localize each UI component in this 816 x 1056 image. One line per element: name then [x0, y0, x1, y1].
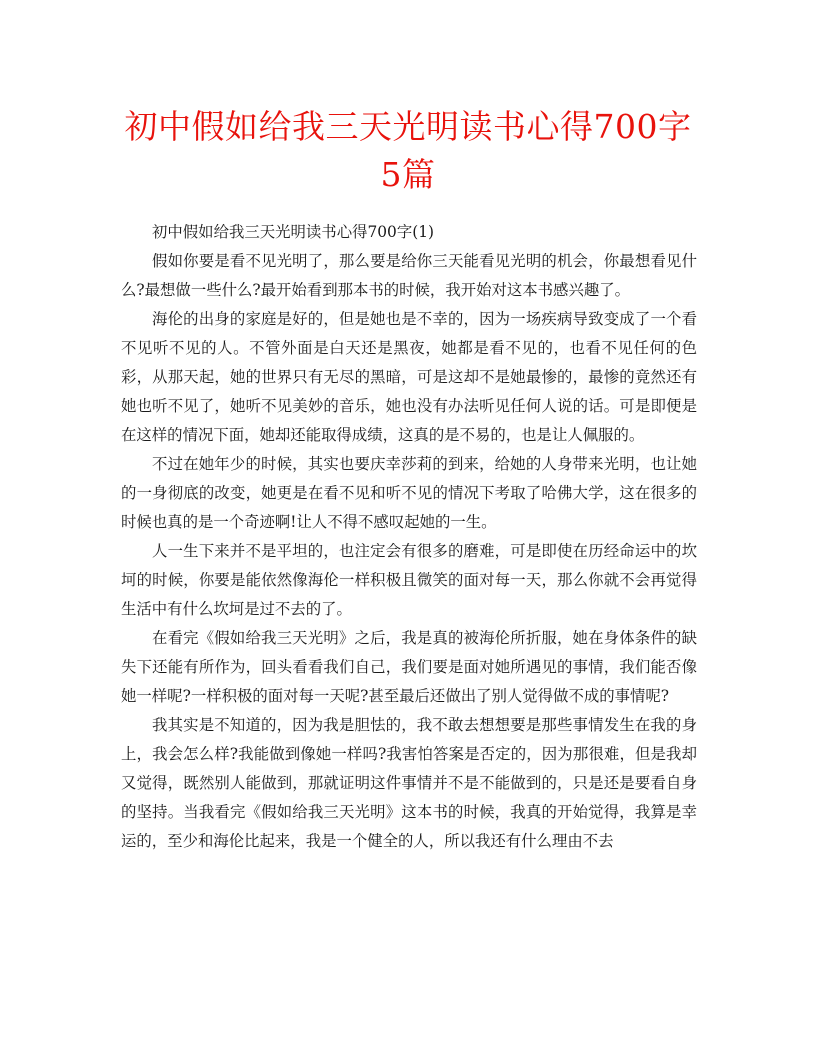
- paragraph: 假如你要是看不见光明了，那么要是给你三天能看见光明的机会，你最想看见什么?最想做一些什么?最开始看到那本书的时候，我开始对这本书感兴趣了。: [121, 252, 697, 299]
- document-title-line-1: 初中假如给我三天光明读书心得700字: [124, 107, 692, 146]
- paragraph: 我其实是不知道的，因为我是胆怯的，我不敢去想想要是那些事情发生在我的身上，我会怎么样?我能做到像她一样吗?我害怕答案是否定的，因为那很难，但是我却又觉得，既然别人能做到，那就证明这件事情并不是不能做到的，只是还是要看自身的坚持。当我看完《假如给我三天光明》这本书的时候，我真的开始觉得，我算是幸运的，至少和海伦比起来，我是一个健全的人，所以我还有什么理由不去: [121, 716, 697, 850]
- document-subtitle: 初中假如给我三天光明读书心得700字(1): [152, 223, 435, 241]
- paragraph: 在看完《假如给我三天光明》之后，我是真的被海伦所折服，她在身体条件的缺失下还能有所作为，回头看看我们自己，我们要是面对她所遇见的事情，我们能否像她一样呢?一样积极的面对每一天呢?甚至最后还做出了别人觉得做不成的事情呢?: [121, 629, 697, 705]
- paragraph: 人一生下来并不是平坦的，也注定会有很多的磨难，可是即使在历经命运中的坎坷的时候，你要是能依然像海伦一样积极且微笑的面对每一天，那么你就不会再觉得生活中有什么坎坷是过不去的了。: [121, 542, 697, 618]
- paragraph: 海伦的出身的家庭是好的，但是她也是不幸的，因为一场疾病导致变成了一个看不见听不见的人。不管外面是白天还是黑夜，她都是看不见的，也看不见任何的色彩，从那天起，她的世界只有无尽的黑暗，可是这却不是她最惨的，最惨的竟然还有她也听不见了，她听不见美妙的音乐，她也没有办法听见任何人说的话。可是即便是在这样的情况下面，她却还能取得成绩，这真的是不易的，也是让人佩服的。: [121, 310, 697, 444]
- document-title: [100, 103, 716, 199]
- paragraph: 不过在她年少的时候，其实也要庆幸莎莉的到来，给她的人身带来光明，也让她的一身彻底的改变，她更是在看不见和听不见的情况下考取了哈佛大学，这在很多的时候也真的是一个奇迹啊!让人不得不感叹起她的一生。: [121, 455, 697, 531]
- document-body: [121, 218, 697, 856]
- document-title-line-2: 5篇: [380, 155, 436, 194]
